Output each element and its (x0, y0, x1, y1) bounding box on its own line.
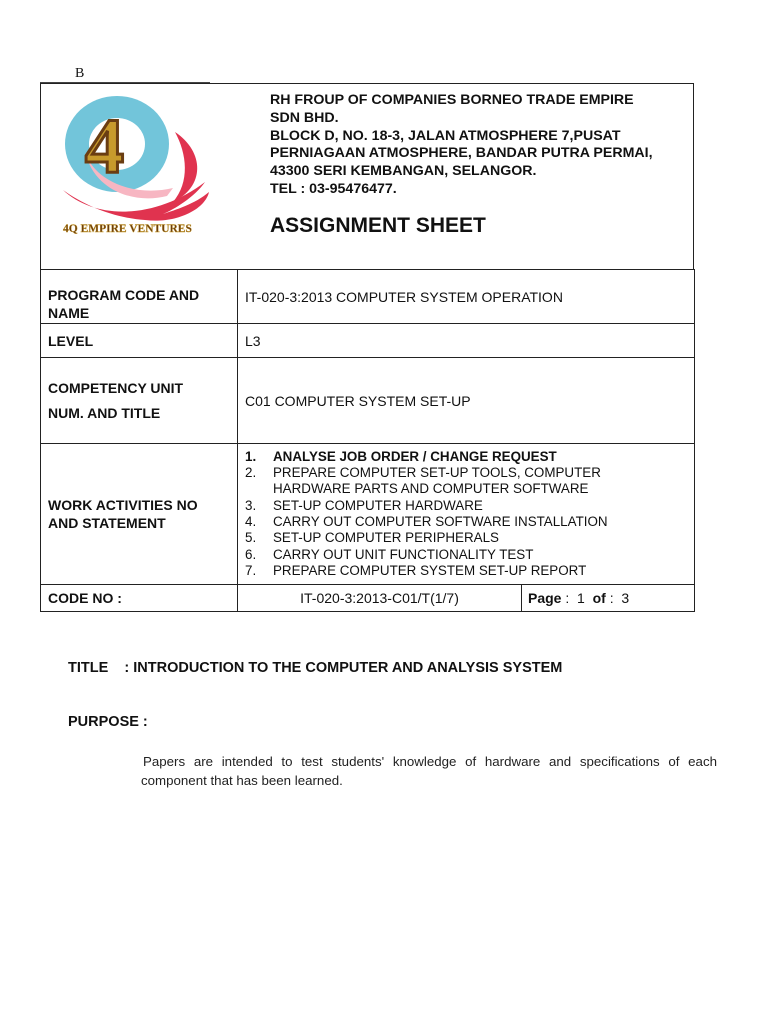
activity-item: 4. CARRY OUT COMPUTER SOFTWARE INSTALLATION (245, 514, 608, 529)
program-value-cell (238, 270, 695, 324)
level-value: L3 (245, 332, 261, 349)
level-label-cell (41, 324, 238, 358)
activity-item: 6. CARRY OUT UNIT FUNCTIONALITY TEST (245, 546, 534, 562)
company-logo (55, 92, 225, 242)
company-line: BLOCK D, NO. 18-3, JALAN ATMOSPHERE 7,PUSAT (270, 127, 621, 144)
program-label-cell (41, 270, 238, 324)
logo-caption: 4Q EMPIRE VENTURES (63, 223, 192, 235)
code-label-cell (41, 585, 238, 612)
activity-item: 2. PREPARE COMPUTER SET-UP TOOLS, COMPUTER (245, 465, 601, 481)
work-row (41, 444, 695, 585)
page-number: 1 (577, 590, 585, 606)
activities-list (245, 449, 687, 579)
competency-value-cell (238, 358, 695, 444)
company-line: TEL : 03-95476477. (270, 180, 397, 197)
purpose-label: PURPOSE : (68, 714, 148, 730)
page-total: 3 (621, 590, 630, 606)
assignment-title: TITLE : INTRODUCTION TO THE COMPUTER AND ANALYSIS SYSTEM (68, 660, 563, 676)
activity-item: 7. PREPARE COMPUTER SYSTEM SET-UP REPORT (245, 562, 587, 578)
work-label: WORK ACTIVITIES NO AND STATEMENT (48, 497, 198, 531)
sheet-title: ASSIGNMENT SHEET (270, 214, 486, 237)
competency-label: COMPETENCY UNIT NUM. AND TITLE (48, 379, 184, 421)
competency-row (41, 358, 695, 444)
code-value: IT-020-3:2013-C01/T(1/7) (300, 590, 459, 606)
company-line: 43300 SERI KEMBANGAN, SELANGOR. (270, 163, 537, 180)
work-activities-cell (238, 444, 695, 585)
activity-item: 5. SET-UP COMPUTER PERIPHERALS (245, 530, 499, 546)
purpose-text: Papers are intended to test students' knowledge of hardware and specifications of each component that has been learned. (141, 754, 717, 788)
header-box (40, 83, 694, 269)
work-label-cell (41, 444, 238, 585)
program-label: PROGRAM CODE AND NAME (48, 286, 200, 321)
company-line: RH FROUP OF COMPANIES BORNEO TRADE EMPIRE (270, 92, 634, 108)
company-info (270, 92, 690, 199)
company-line: SDN BHD. (270, 109, 339, 126)
activity-item: 1. ANALYSE JOB ORDER / CHANGE REQUEST (245, 448, 557, 464)
code-value-cell (238, 585, 695, 612)
level-value-cell (238, 324, 695, 358)
page-indicator: Page : 1 of : 3 (521, 585, 694, 611)
code-label: CODE NO : (48, 590, 122, 606)
code-row (41, 585, 695, 612)
competency-value: C01 COMPUTER SYSTEM SET-UP (245, 392, 471, 409)
competency-label-cell (41, 358, 238, 444)
info-table (40, 269, 695, 612)
page-marker: B (75, 66, 85, 81)
activity-item: 3. SET-UP COMPUTER HARDWARE (245, 497, 483, 513)
level-row (41, 324, 695, 358)
program-row (41, 270, 695, 324)
logo-numeral: 4 (85, 102, 124, 189)
program-value: IT-020-3:2013 COMPUTER SYSTEM OPERATION (245, 288, 563, 305)
company-line: PERNIAGAAN ATMOSPHERE, BANDAR PUTRA PERMAI, (270, 145, 653, 162)
level-label: LEVEL (48, 332, 94, 349)
activity-item: HARDWARE PARTS AND COMPUTER SOFTWARE (273, 481, 589, 497)
